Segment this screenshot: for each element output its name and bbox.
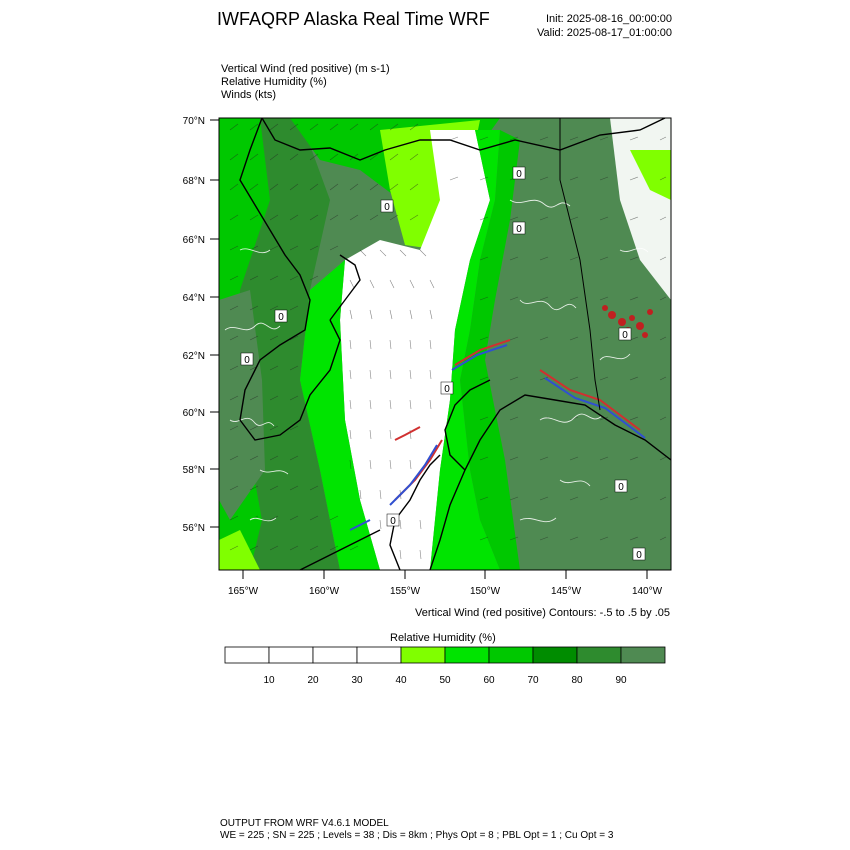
field-vertical-wind: Vertical Wind (red positive) (m s-1) [221, 63, 390, 75]
lon-ticks [243, 570, 647, 579]
svg-text:0: 0 [618, 482, 624, 493]
model-footer-line1: OUTPUT FROM WRF V4.6.1 MODEL [220, 818, 389, 829]
colorbar-box [313, 647, 357, 663]
lon-label: 150°W [469, 586, 501, 597]
contour-label [619, 328, 631, 341]
contour-label [633, 548, 645, 561]
lat-label: 64°N [182, 293, 205, 304]
lon-label: 160°W [308, 586, 340, 597]
contour-label [381, 200, 393, 213]
lat-label: 62°N [182, 351, 205, 362]
lat-label: 58°N [182, 465, 205, 476]
lon-labels [228, 586, 663, 597]
svg-text:0: 0 [516, 169, 522, 180]
lat-label: 56°N [182, 523, 205, 534]
svg-text:0: 0 [278, 312, 284, 323]
plot-title: IWFAQRP Alaska Real Time WRF [217, 9, 490, 29]
colorbar-tick-label: 60 [483, 675, 495, 686]
lat-label: 70°N [182, 116, 205, 127]
colorbar-tick-label: 80 [571, 675, 583, 686]
svg-text:0: 0 [636, 550, 642, 561]
lat-label: 66°N [182, 235, 205, 246]
contour-label [275, 310, 287, 323]
colorbar-title: Relative Humidity (%) [390, 632, 496, 644]
colorbar-tick-label: 10 [263, 675, 275, 686]
colorbar-box [445, 647, 489, 663]
colorbar-tick-label: 70 [527, 675, 539, 686]
svg-text:0: 0 [244, 355, 250, 366]
colorbar-box [357, 647, 401, 663]
lon-label: 155°W [389, 586, 421, 597]
contour-note: Vertical Wind (red positive) Contours: -.5 to .5 by .05 [415, 607, 670, 619]
contour-label [513, 222, 525, 235]
colorbar-tick-label: 40 [395, 675, 407, 686]
svg-text:0: 0 [390, 516, 396, 527]
contour-label [241, 353, 253, 366]
lat-label: 60°N [182, 408, 205, 419]
colorbar-tick-label: 20 [307, 675, 319, 686]
lon-label: 165°W [227, 586, 259, 597]
colorbar-box [577, 647, 621, 663]
map-field [219, 118, 671, 570]
lat-label: 68°N [182, 176, 205, 187]
colorbar-box [401, 647, 445, 663]
lon-label: 140°W [631, 586, 663, 597]
lat-ticks [210, 120, 219, 527]
lat-labels [183, 116, 205, 534]
contour-label [615, 480, 627, 493]
colorbar-box [225, 647, 269, 663]
field-winds: Winds (kts) [221, 89, 276, 101]
model-footer-line2: WE = 225 ; SN = 225 ; Levels = 38 ; Dis = 8km ; Phys Opt = 8 ; PBL Opt = 1 ; Cu Opt = 3 [220, 830, 614, 841]
colorbar-tick-label: 50 [439, 675, 451, 686]
contour-label [513, 167, 525, 180]
colorbar-ticks [263, 675, 627, 686]
valid-time: Valid: 2025-08-17_01:00:00 [537, 27, 672, 39]
lon-label: 145°W [550, 586, 582, 597]
init-time: Init: 2025-08-16_00:00:00 [546, 13, 672, 25]
svg-text:0: 0 [444, 384, 450, 395]
colorbar-box [489, 647, 533, 663]
colorbar-box [533, 647, 577, 663]
svg-text:0: 0 [622, 330, 628, 341]
svg-text:0: 0 [384, 202, 390, 213]
svg-text:0: 0 [516, 224, 522, 235]
colorbar-tick-label: 90 [615, 675, 627, 686]
colorbar-box [621, 647, 665, 663]
colorbar [225, 647, 665, 663]
colorbar-box [269, 647, 313, 663]
colorbar-tick-label: 30 [351, 675, 363, 686]
field-relative-humidity: Relative Humidity (%) [221, 76, 327, 88]
contour-label [441, 382, 453, 395]
contour-label [387, 514, 399, 527]
